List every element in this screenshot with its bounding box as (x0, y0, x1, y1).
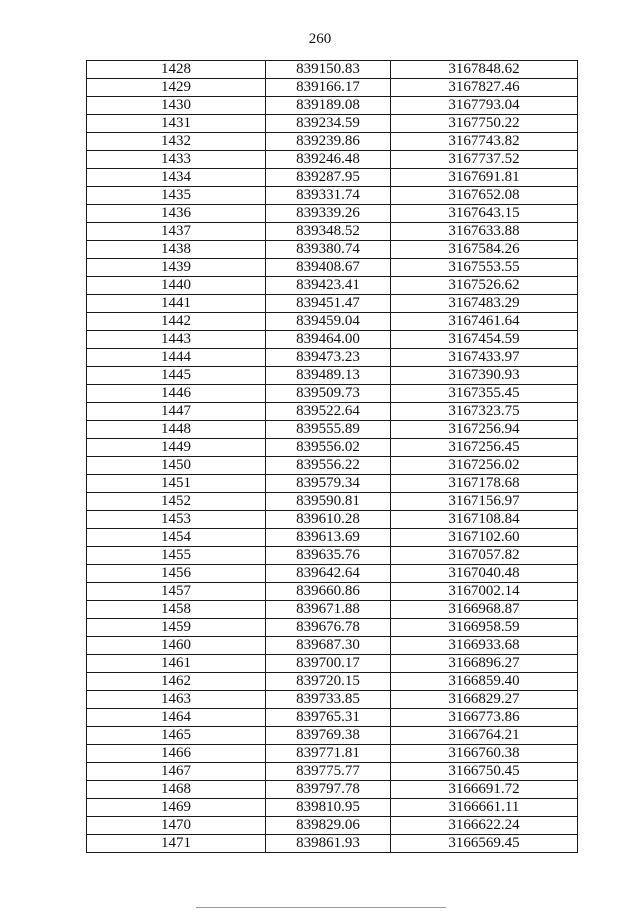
table-row (87, 97, 578, 115)
point-number-cell: 1430 (87, 97, 266, 115)
x-coordinate-cell: 839613.69 (266, 529, 391, 547)
y-coordinate-cell: 3167584.26 (391, 241, 578, 259)
y-coordinate-cell: 3167178.68 (391, 475, 578, 493)
point-number-cell: 1436 (87, 205, 266, 223)
x-coordinate-cell: 839246.48 (266, 151, 391, 169)
table-row (87, 61, 578, 79)
point-number-cell: 1433 (87, 151, 266, 169)
x-coordinate-cell: 839380.74 (266, 241, 391, 259)
y-coordinate-cell: 3167390.93 (391, 367, 578, 385)
table-row (87, 349, 578, 367)
point-number-cell: 1446 (87, 385, 266, 403)
table-row (87, 727, 578, 745)
table-row (87, 79, 578, 97)
y-coordinate-cell: 3167750.22 (391, 115, 578, 133)
x-coordinate-cell: 839331.74 (266, 187, 391, 205)
point-number-cell: 1454 (87, 529, 266, 547)
x-coordinate-cell: 839775.77 (266, 763, 391, 781)
y-coordinate-cell: 3167454.59 (391, 331, 578, 349)
table-row (87, 241, 578, 259)
bottom-divider (196, 907, 446, 908)
table-row (87, 385, 578, 403)
point-number-cell: 1445 (87, 367, 266, 385)
x-coordinate-cell: 839451.47 (266, 295, 391, 313)
table-row (87, 367, 578, 385)
y-coordinate-cell: 3167102.60 (391, 529, 578, 547)
point-number-cell: 1450 (87, 457, 266, 475)
y-coordinate-cell: 3166764.21 (391, 727, 578, 745)
x-coordinate-cell: 839348.52 (266, 223, 391, 241)
y-coordinate-cell: 3167355.45 (391, 385, 578, 403)
point-number-cell: 1455 (87, 547, 266, 565)
table-row (87, 565, 578, 583)
table-row (87, 331, 578, 349)
x-coordinate-cell: 839676.78 (266, 619, 391, 637)
y-coordinate-cell: 3166661.11 (391, 799, 578, 817)
x-coordinate-cell: 839522.64 (266, 403, 391, 421)
point-number-cell: 1457 (87, 583, 266, 601)
y-coordinate-cell: 3167002.14 (391, 583, 578, 601)
point-number-cell: 1434 (87, 169, 266, 187)
y-coordinate-cell: 3167256.94 (391, 421, 578, 439)
point-number-cell: 1464 (87, 709, 266, 727)
y-coordinate-cell: 3167256.02 (391, 457, 578, 475)
table-row (87, 709, 578, 727)
table-row (87, 745, 578, 763)
x-coordinate-cell: 839234.59 (266, 115, 391, 133)
point-number-cell: 1452 (87, 493, 266, 511)
y-coordinate-cell: 3166622.24 (391, 817, 578, 835)
table-row (87, 457, 578, 475)
y-coordinate-cell: 3167323.75 (391, 403, 578, 421)
y-coordinate-cell: 3167526.62 (391, 277, 578, 295)
table-row (87, 691, 578, 709)
x-coordinate-cell: 839733.85 (266, 691, 391, 709)
y-coordinate-cell: 3166773.86 (391, 709, 578, 727)
point-number-cell: 1451 (87, 475, 266, 493)
point-number-cell: 1453 (87, 511, 266, 529)
x-coordinate-cell: 839861.93 (266, 835, 391, 853)
y-coordinate-cell: 3166760.38 (391, 745, 578, 763)
x-coordinate-cell: 839464.00 (266, 331, 391, 349)
x-coordinate-cell: 839150.83 (266, 61, 391, 79)
y-coordinate-cell: 3167433.97 (391, 349, 578, 367)
x-coordinate-cell: 839287.95 (266, 169, 391, 187)
point-number-cell: 1443 (87, 331, 266, 349)
point-number-cell: 1448 (87, 421, 266, 439)
table-row (87, 583, 578, 601)
x-coordinate-cell: 839720.15 (266, 673, 391, 691)
x-coordinate-cell: 839339.26 (266, 205, 391, 223)
x-coordinate-cell: 839556.02 (266, 439, 391, 457)
point-number-cell: 1438 (87, 241, 266, 259)
x-coordinate-cell: 839700.17 (266, 655, 391, 673)
y-coordinate-cell: 3167256.45 (391, 439, 578, 457)
point-number-cell: 1458 (87, 601, 266, 619)
x-coordinate-cell: 839797.78 (266, 781, 391, 799)
x-coordinate-cell: 839660.86 (266, 583, 391, 601)
point-number-cell: 1440 (87, 277, 266, 295)
point-number-cell: 1469 (87, 799, 266, 817)
y-coordinate-cell: 3167057.82 (391, 547, 578, 565)
x-coordinate-cell: 839765.31 (266, 709, 391, 727)
point-number-cell: 1432 (87, 133, 266, 151)
point-number-cell: 1466 (87, 745, 266, 763)
table-row (87, 205, 578, 223)
table-row (87, 421, 578, 439)
point-number-cell: 1468 (87, 781, 266, 799)
x-coordinate-cell: 839642.64 (266, 565, 391, 583)
point-number-cell: 1447 (87, 403, 266, 421)
table-body (87, 61, 578, 853)
table-row (87, 529, 578, 547)
table-row (87, 799, 578, 817)
x-coordinate-cell: 839555.89 (266, 421, 391, 439)
y-coordinate-cell: 3167040.48 (391, 565, 578, 583)
y-coordinate-cell: 3166750.45 (391, 763, 578, 781)
point-number-cell: 1437 (87, 223, 266, 241)
x-coordinate-cell: 839579.34 (266, 475, 391, 493)
table-row (87, 169, 578, 187)
point-number-cell: 1462 (87, 673, 266, 691)
y-coordinate-cell: 3167461.64 (391, 313, 578, 331)
page-number: 260 (308, 31, 332, 47)
y-coordinate-cell: 3166569.45 (391, 835, 578, 853)
point-number-cell: 1463 (87, 691, 266, 709)
y-coordinate-cell: 3167108.84 (391, 511, 578, 529)
point-number-cell: 1429 (87, 79, 266, 97)
y-coordinate-cell: 3166958.59 (391, 619, 578, 637)
x-coordinate-cell: 839239.86 (266, 133, 391, 151)
point-number-cell: 1470 (87, 817, 266, 835)
x-coordinate-cell: 839635.76 (266, 547, 391, 565)
point-number-cell: 1471 (87, 835, 266, 853)
point-number-cell: 1444 (87, 349, 266, 367)
table-row (87, 637, 578, 655)
x-coordinate-cell: 839166.17 (266, 79, 391, 97)
table-row (87, 493, 578, 511)
table-row (87, 187, 578, 205)
x-coordinate-cell: 839829.06 (266, 817, 391, 835)
table-row (87, 835, 578, 853)
table-row (87, 547, 578, 565)
y-coordinate-cell: 3167553.55 (391, 259, 578, 277)
y-coordinate-cell: 3167691.81 (391, 169, 578, 187)
table-row (87, 673, 578, 691)
y-coordinate-cell: 3167827.46 (391, 79, 578, 97)
table-row (87, 619, 578, 637)
table-row (87, 313, 578, 331)
y-coordinate-cell: 3167643.15 (391, 205, 578, 223)
x-coordinate-cell: 839459.04 (266, 313, 391, 331)
table-row (87, 295, 578, 313)
point-number-cell: 1428 (87, 61, 266, 79)
table-row (87, 223, 578, 241)
x-coordinate-cell: 839671.88 (266, 601, 391, 619)
y-coordinate-cell: 3166968.87 (391, 601, 578, 619)
table-row (87, 151, 578, 169)
x-coordinate-cell: 839771.81 (266, 745, 391, 763)
x-coordinate-cell: 839189.08 (266, 97, 391, 115)
y-coordinate-cell: 3167793.04 (391, 97, 578, 115)
y-coordinate-cell: 3167633.88 (391, 223, 578, 241)
y-coordinate-cell: 3167483.29 (391, 295, 578, 313)
point-number-cell: 1439 (87, 259, 266, 277)
table-row (87, 439, 578, 457)
y-coordinate-cell: 3167156.97 (391, 493, 578, 511)
x-coordinate-cell: 839590.81 (266, 493, 391, 511)
coordinates-table (86, 60, 578, 853)
table-row (87, 403, 578, 421)
point-number-cell: 1449 (87, 439, 266, 457)
table-row (87, 259, 578, 277)
x-coordinate-cell: 839509.73 (266, 385, 391, 403)
point-number-cell: 1465 (87, 727, 266, 745)
table-row (87, 511, 578, 529)
y-coordinate-cell: 3166933.68 (391, 637, 578, 655)
point-number-cell: 1460 (87, 637, 266, 655)
table-row (87, 277, 578, 295)
y-coordinate-cell: 3166859.40 (391, 673, 578, 691)
point-number-cell: 1461 (87, 655, 266, 673)
table-row (87, 133, 578, 151)
x-coordinate-cell: 839556.22 (266, 457, 391, 475)
y-coordinate-cell: 3167743.82 (391, 133, 578, 151)
table-row (87, 601, 578, 619)
table-row (87, 475, 578, 493)
x-coordinate-cell: 839423.41 (266, 277, 391, 295)
y-coordinate-cell: 3167737.52 (391, 151, 578, 169)
point-number-cell: 1442 (87, 313, 266, 331)
table-row (87, 655, 578, 673)
y-coordinate-cell: 3167848.62 (391, 61, 578, 79)
table-row (87, 781, 578, 799)
x-coordinate-cell: 839687.30 (266, 637, 391, 655)
table-row (87, 763, 578, 781)
x-coordinate-cell: 839810.95 (266, 799, 391, 817)
y-coordinate-cell: 3166896.27 (391, 655, 578, 673)
point-number-cell: 1441 (87, 295, 266, 313)
y-coordinate-cell: 3166829.27 (391, 691, 578, 709)
x-coordinate-cell: 839769.38 (266, 727, 391, 745)
y-coordinate-cell: 3166691.72 (391, 781, 578, 799)
point-number-cell: 1456 (87, 565, 266, 583)
table-row (87, 817, 578, 835)
x-coordinate-cell: 839473.23 (266, 349, 391, 367)
y-coordinate-cell: 3167652.08 (391, 187, 578, 205)
point-number-cell: 1435 (87, 187, 266, 205)
x-coordinate-cell: 839489.13 (266, 367, 391, 385)
table-row (87, 115, 578, 133)
point-number-cell: 1459 (87, 619, 266, 637)
point-number-cell: 1467 (87, 763, 266, 781)
x-coordinate-cell: 839408.67 (266, 259, 391, 277)
x-coordinate-cell: 839610.28 (266, 511, 391, 529)
point-number-cell: 1431 (87, 115, 266, 133)
